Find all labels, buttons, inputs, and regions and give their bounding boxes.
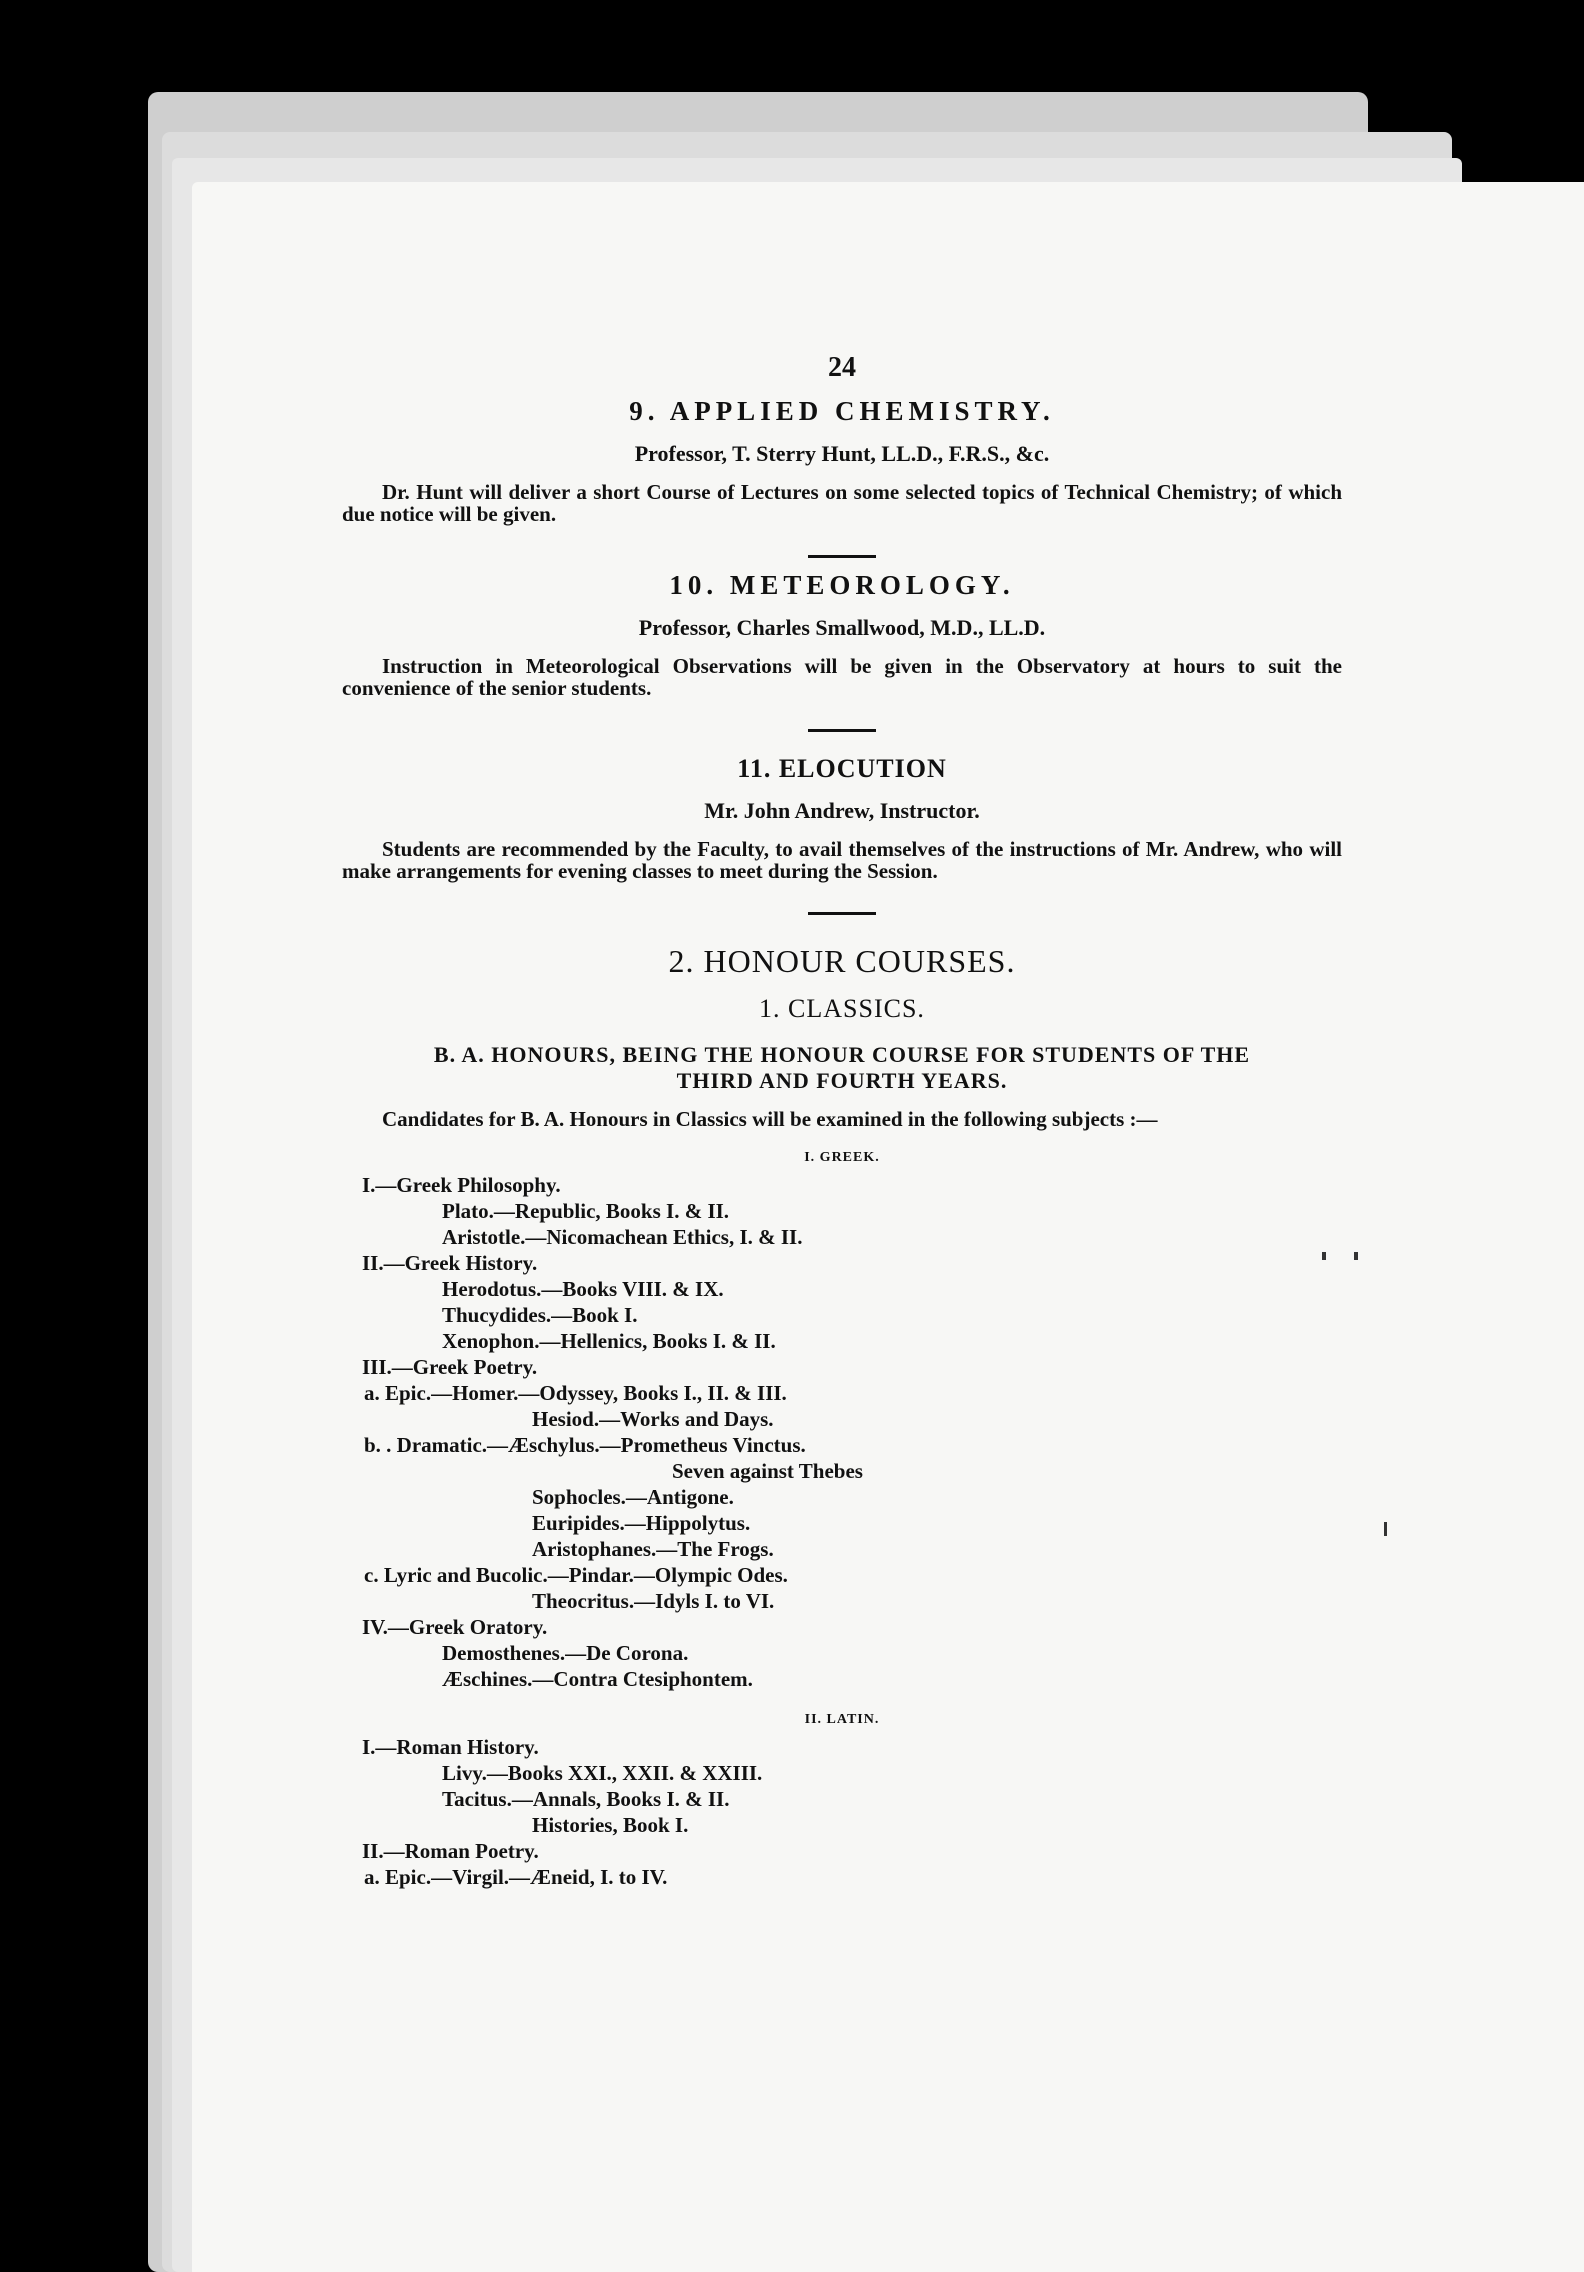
latin-section-heading: II. LATIN. [804, 1712, 880, 1727]
greek-list-item: c. Lyric and Bucolic.—Pindar.—Olympic Odes. [364, 1563, 788, 1587]
greek-list-item: Hesiod.—Works and Days. [532, 1407, 774, 1431]
greek-list-item: Aristophanes.—The Frogs. [532, 1537, 774, 1561]
elocution-heading: 11. ELOCUTION [737, 754, 947, 783]
scan-speck [1354, 1252, 1358, 1260]
greek-list-item: Seven against Thebes [672, 1459, 863, 1483]
document-page [192, 182, 1584, 2272]
classics-subheading: 1. CLASSICS. [759, 994, 925, 1023]
greek-list-item: b. . Dramatic.—Æschylus.—Prometheus Vinctus. [364, 1433, 806, 1457]
applied-chemistry-professor: Professor, T. Sterry Hunt, LL.D., F.R.S., &c. [634, 441, 1050, 466]
greek-list-item: Herodotus.—Books VIII. & IX. [442, 1277, 724, 1301]
ba-honours-title-line2: THIRD AND FOURTH YEARS. [676, 1068, 1008, 1093]
greek-list-item: Xenophon.—Hellenics, Books I. & II. [442, 1329, 776, 1353]
greek-section [342, 1150, 1342, 1692]
greek-list-item: Plato.—Republic, Books I. & II. [442, 1199, 730, 1223]
latin-list-item: Livy.—Books XXI., XXII. & XXIII. [442, 1761, 763, 1785]
page-content [342, 352, 1342, 1890]
applied-chemistry-heading: 9. APPLIED CHEMISTRY. [629, 396, 1055, 426]
meteorology-professor: Professor, Charles Smallwood, M.D., LL.D. [638, 615, 1046, 640]
elocution-instructor: Mr. John Andrew, Instructor. [704, 798, 980, 823]
elocution-section [342, 754, 1342, 882]
greek-list-item: Thucydides.—Book I. [442, 1303, 638, 1327]
greek-list-item: a. Epic.—Homer.—Odyssey, Books I., II. & III. [364, 1381, 787, 1405]
greek-list-item: I.—Greek Philosophy. [362, 1173, 561, 1197]
greek-list-item: Sophocles.—Antigone. [532, 1485, 734, 1509]
meteorology-heading: 10. METEOROLOGY. [669, 570, 1015, 600]
ba-honours-title-line1: B. A. HONOURS, BEING THE HONOUR COURSE FOR STUDENTS OF THE [433, 1042, 1251, 1067]
greek-list-item: IV.—Greek Oratory. [362, 1615, 548, 1639]
greek-list-item: Æschines.—Contra Ctesiphontem. [442, 1667, 753, 1691]
latin-list-item: II.—Roman Poetry. [362, 1839, 539, 1863]
scan-speck [1322, 1252, 1326, 1260]
latin-list-item: Histories, Book I. [532, 1813, 689, 1837]
greek-list-item: Euripides.—Hippolytus. [532, 1511, 751, 1535]
latin-section [342, 1712, 1342, 1890]
divider-rule [808, 555, 876, 558]
honour-courses-section [342, 943, 1342, 1130]
latin-list-item: a. Epic.—Virgil.—Æneid, I. to IV. [364, 1865, 668, 1889]
divider-rule [808, 912, 876, 915]
applied-chemistry-text: Dr. Hunt will deliver a short Course of Lectures on some selected topics of Technical Chemistry; of which due notice will be given. [342, 480, 1342, 526]
honour-courses-heading: 2. HONOUR COURSES. [668, 943, 1016, 979]
greek-section-heading: I. GREEK. [804, 1150, 880, 1165]
greek-list-item: Theocritus.—Idyls I. to VI. [532, 1589, 775, 1613]
ba-honours-title [342, 1042, 1342, 1094]
divider-rule [808, 729, 876, 732]
elocution-text: Students are recommended by the Faculty, to avail themselves of the instructions of Mr. Andrew, who will make arrangements for evening classes to meet during the Session. [342, 837, 1342, 883]
greek-list-item: III.—Greek Poetry. [362, 1355, 538, 1379]
page-number: 24 [828, 352, 856, 383]
latin-list-item: I.—Roman History. [362, 1735, 539, 1759]
greek-list-item: II.—Greek History. [362, 1251, 538, 1275]
latin-list [342, 1734, 1342, 1890]
meteorology-section [342, 570, 1342, 699]
scan-speck [1384, 1522, 1387, 1536]
greek-list-item: Aristotle.—Nicomachean Ethics, I. & II. [442, 1225, 803, 1249]
applied-chemistry-section [342, 396, 1342, 525]
greek-list [342, 1172, 1342, 1692]
latin-list-item: Tacitus.—Annals, Books I. & II. [442, 1787, 730, 1811]
greek-list-item: Demosthenes.—De Corona. [442, 1641, 689, 1665]
meteorology-text: Instruction in Meteorological Observations will be given in the Observatory at hours to suit the convenience of the senior students. [342, 654, 1342, 700]
candidates-intro: Candidates for B. A. Honours in Classics will be examined in the following subjects :— [382, 1107, 1158, 1131]
